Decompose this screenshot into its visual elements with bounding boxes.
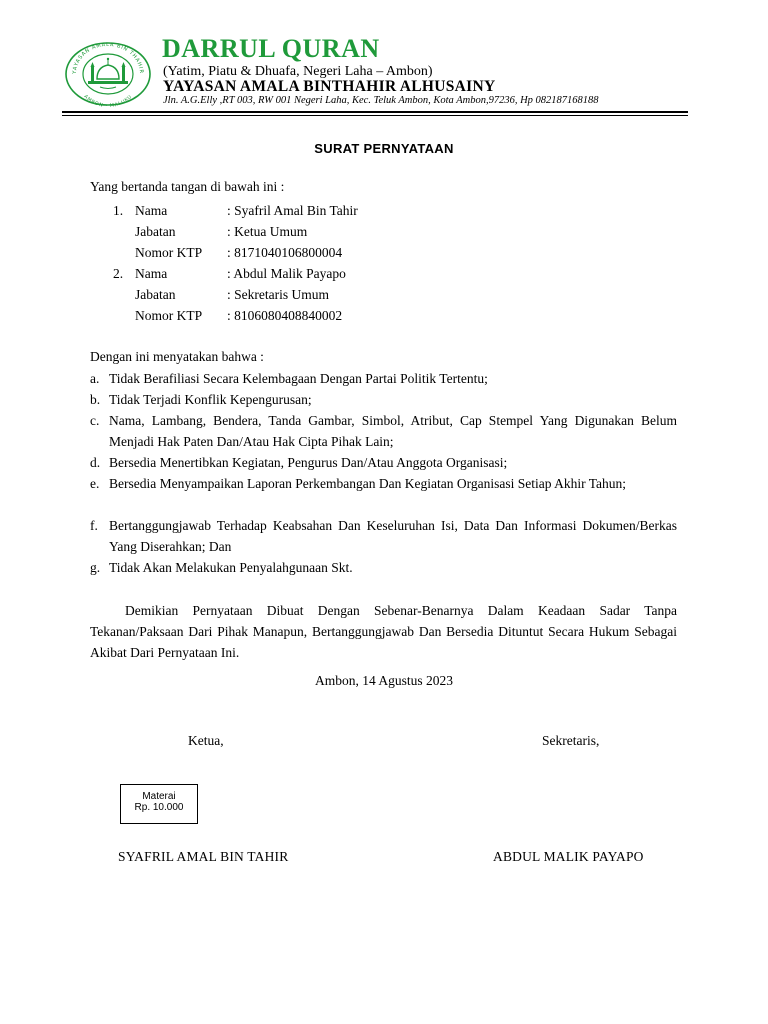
signature-role-chairman: Ketua, <box>188 733 224 748</box>
statement-letter: b. <box>90 392 101 407</box>
stamp-label: Materai <box>142 791 176 802</box>
field-label: Nomor KTP <box>135 245 203 260</box>
statement-letter: f. <box>90 518 98 533</box>
field-value: : Abdul Malik Payapo <box>227 266 346 281</box>
statement-letter: a. <box>90 371 100 386</box>
org-subtitle: (Yatim, Piatu & Dhuafa, Negeri Laha – Ambon) <box>163 64 433 79</box>
letterhead-divider-thin <box>62 115 688 116</box>
field-value: : 8171040106800004 <box>227 245 343 260</box>
signature-name-chairman: SYAFRIL AMAL BIN TAHIR <box>118 849 289 864</box>
statement-letter: g. <box>90 560 101 575</box>
field-value: : 8106080408840002 <box>227 308 343 323</box>
mosque-emblem-icon <box>64 41 152 107</box>
signature-role-secretary: Sekretaris, <box>542 733 600 748</box>
statement-text: Tidak Terjadi Konflik Kepengurusan; <box>109 392 312 407</box>
statement-text: Tidak Berafiliasi Secara Kelembagaan Dengan Partai Politik Tertentu; <box>109 371 488 386</box>
stamp-amount: Rp. 10.000 <box>134 802 184 813</box>
field-label: Jabatan <box>135 224 176 239</box>
intro-text: Yang bertanda tangan di bawah ini : <box>90 179 285 194</box>
signature-name-secretary: ABDUL MALIK PAYAPO <box>493 849 644 864</box>
org-address: Jln. A.G.Elly ,RT 003, RW 001 Negeri Laha, Kec. Teluk Ambon, Kota Ambon,97236, Hp 082187168188 <box>163 95 599 106</box>
field-label: Nama <box>135 266 168 281</box>
foundation-name: YAYASAN AMALA BINTHAHIR ALHUSAINY <box>163 78 496 95</box>
field-label: Jabatan <box>135 287 176 302</box>
statement-text: Bertanggungjawab Terhadap Keabsahan Dan Keseluruhan Isi, Data Dan Informasi Dokumen/Berkas Yang Diserahkan; Dan <box>109 518 677 554</box>
statement-letter: d. <box>90 455 101 470</box>
closing-paragraph: Demikian Pernyataan Dibuat Dengan Sebenar-Benarnya Dalam Keadaan Sadar Tanpa Tekanan/Paksaan Dari Pihak Manapun, Bertanggungjawab Dan Bersedia Dituntut Secara Hukum Sebagai Akibat Dari Pernyataan Ini. <box>90 603 677 660</box>
org-name: DARRUL QURAN <box>162 34 380 63</box>
place-date: Ambon, 14 Agustus 2023 <box>314 673 453 688</box>
field-label: Nama <box>135 203 168 218</box>
statement-text: Bersedia Menyampaikan Laporan Perkembangan Dan Kegiatan Organisasi Setiap Akhir Tahun; <box>109 476 627 491</box>
person-number: 2. <box>113 266 124 281</box>
field-value: : Sekretaris Umum <box>227 287 329 302</box>
field-value: : Ketua Umum <box>227 224 308 239</box>
field-value: : Syafril Amal Bin Tahir <box>227 203 358 218</box>
statement-text: Bersedia Menertibkan Kegiatan, Pengurus Dan/Atau Anggota Organisasi; <box>109 455 508 470</box>
statement-text: Nama, Lambang, Bendera, Tanda Gambar, Simbol, Atribut, Cap Stempel Yang Digunakan Belum Menjadi Hak Paten Dan/Atau Hak Cipta Pihak Lain; <box>109 413 677 449</box>
statement-letter: c. <box>90 413 100 428</box>
duty-stamp-box <box>120 784 198 824</box>
statement-text: Tidak Akan Melakukan Penyalahgunaan Skt. <box>109 560 353 575</box>
person-number: 1. <box>113 203 124 218</box>
document-title: SURAT PERNYATAAN <box>314 141 454 156</box>
letterhead-divider-thick <box>62 111 688 113</box>
logo-bottom-text: AMBON - MALUKU <box>82 94 134 107</box>
logo-top-text: YAYASAN AMALA BIN THAHIR <box>71 41 145 75</box>
declaration-intro: Dengan ini menyatakan bahwa : <box>90 349 264 364</box>
svg-text:AMBON - MALUKU <box>82 94 133 107</box>
statement-letter: e. <box>90 476 100 491</box>
field-label: Nomor KTP <box>135 308 203 323</box>
